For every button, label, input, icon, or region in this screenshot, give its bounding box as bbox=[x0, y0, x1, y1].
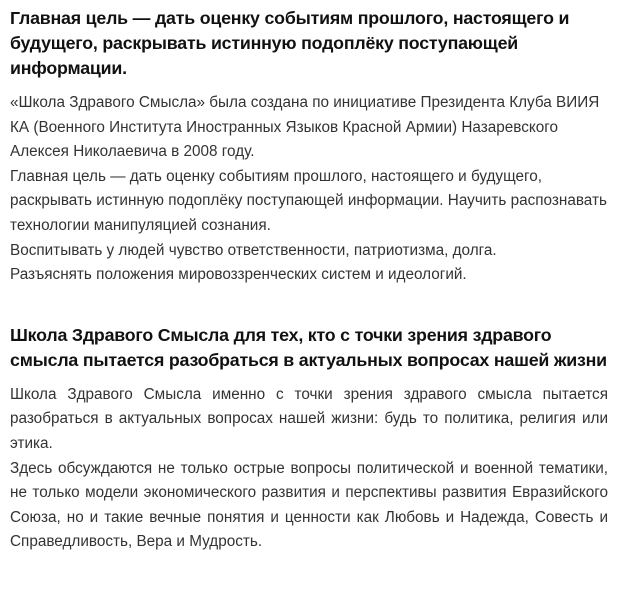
paragraph-ideologies: Разъяснять положения мировоззренческих систем и идеологий. bbox=[10, 266, 467, 284]
section-body bbox=[10, 383, 608, 555]
paragraph-main-goal: Главная цель — дать оценку событиям прошлого, настоящего и будущего, раскрывать истинную подоплёку поступающей информации. Научить распознавать технологии манипуляцией сознания. bbox=[10, 167, 607, 234]
section-heading: Главная цель — дать оценку событиям прошлого, настоящего и будущего, раскрывать истинную подоплёку поступающей информации. bbox=[10, 8, 570, 78]
section-main-goal bbox=[10, 6, 608, 288]
section-body bbox=[10, 91, 608, 288]
paragraph-responsibility: Воспитывать у людей чувство ответственности, патриотизма, долга. bbox=[10, 241, 497, 259]
section-audience bbox=[10, 323, 608, 555]
section-heading: Школа Здравого Смысла для тех, кто с точки зрения здравого смысла пытается разобраться в актуальных вопросах нашей жизни bbox=[10, 324, 607, 370]
paragraph-topics: Здесь обсуждаются не только острые вопросы политической и военной тематики, не только модели экономического развития и перспективы развития Евразийского Союза, но и такие вечные понятия и ценности как Любовь и Надежда, Совесть и Справедливость, Вера и Мудрость. bbox=[10, 459, 608, 551]
paragraph-founding: «Школа Здравого Смысла» была создана по инициативе Президента Клуба ВИИЯ КА (Военного Института Иностранных Языков Красной Армии) Назаревского Алексея Николаевича в 2008 году. bbox=[10, 94, 600, 161]
paragraph-common-sense: Школа Здравого Смысла именно с точки зрения здравого смысла пытается разобраться в актуальных вопросах нашей жизни: будь то политика, религия или этика. bbox=[10, 385, 608, 452]
article bbox=[10, 6, 608, 555]
